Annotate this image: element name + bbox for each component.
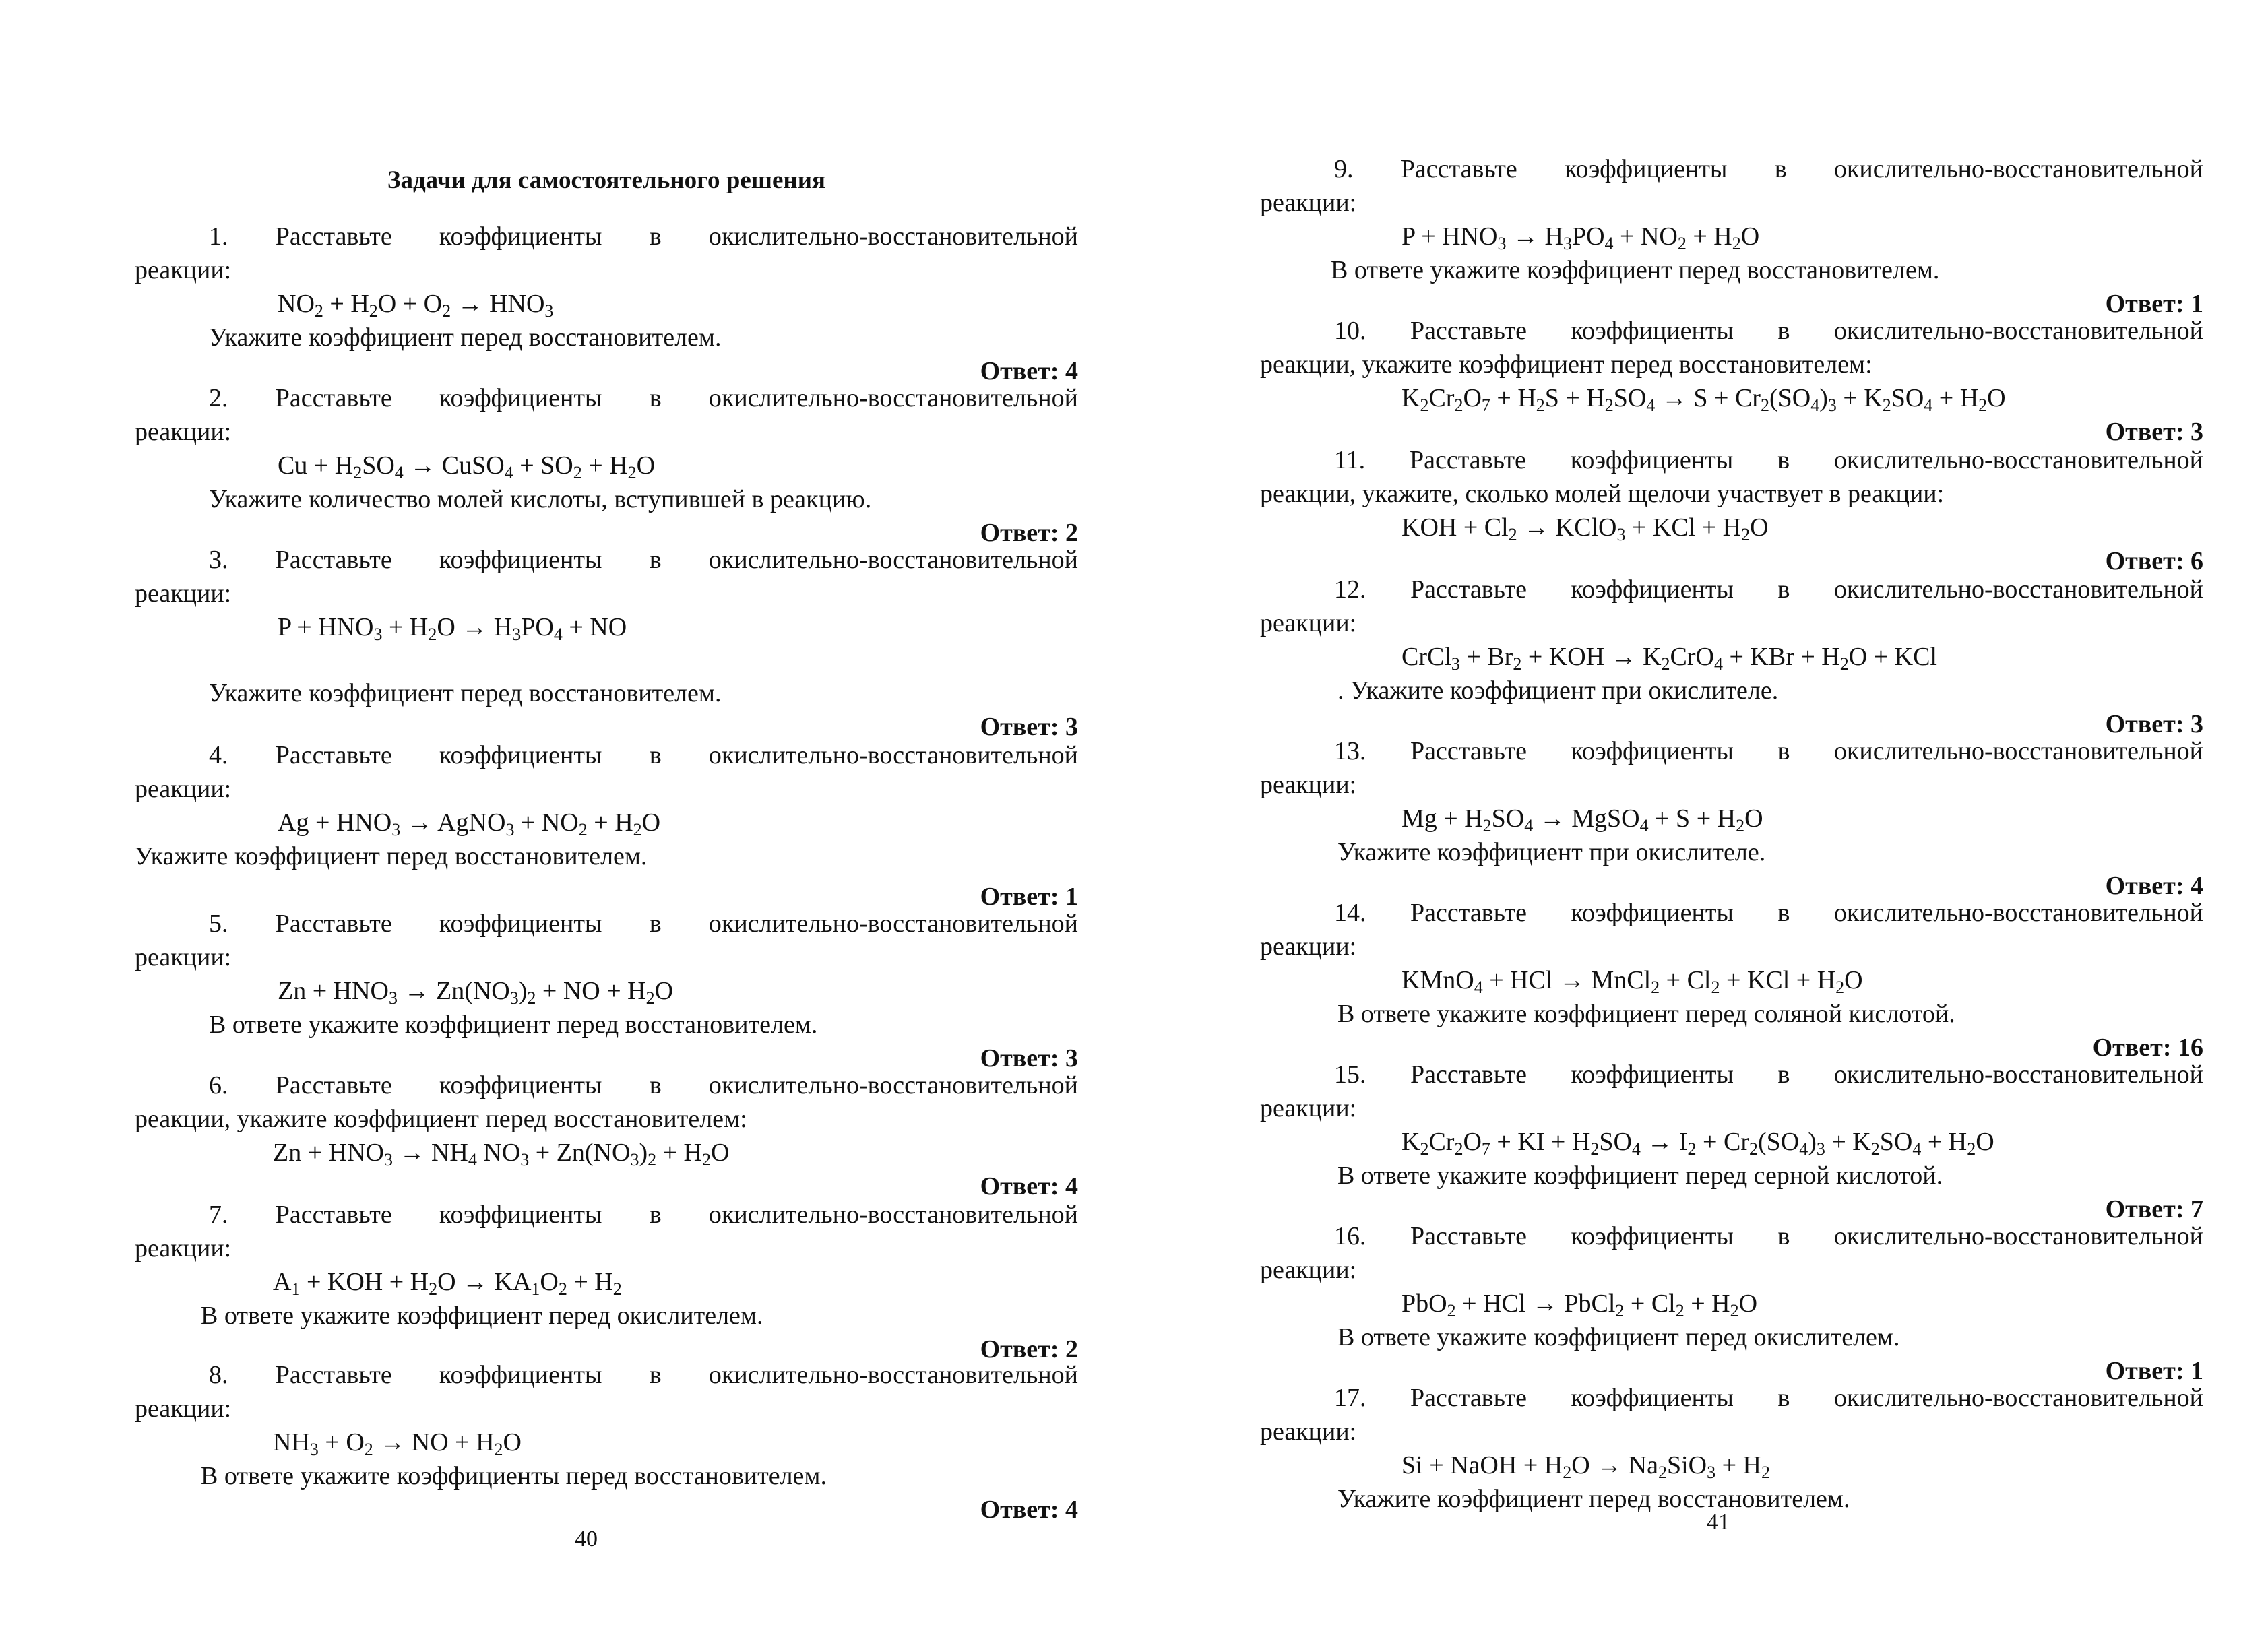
page-number: 40 bbox=[575, 1527, 598, 1552]
problem-14 bbox=[1260, 896, 2203, 1064]
answer-label: Ответ: 6 bbox=[2105, 547, 2203, 575]
problem-7 bbox=[135, 1198, 1078, 1366]
answer-label: Ответ: 4 bbox=[980, 1172, 1078, 1201]
problem-prompt-continuation: реакции: bbox=[135, 1234, 232, 1262]
problem-prompt-continuation: реакции: bbox=[135, 1395, 232, 1423]
answer-label: Ответ: 4 bbox=[980, 1496, 1078, 1524]
problem-prompt: 3. Расставьте коэффициенты в окислительно-восстановительной bbox=[209, 546, 1078, 574]
problem-prompt-continuation: реакции: bbox=[135, 775, 232, 803]
problem-prompt: 11. Расставьте коэффициенты в окислительно-восстановительной bbox=[1334, 446, 2203, 474]
chemical-equation: $Mg + H_2SO_4$ → MgSO$_4$ + $S + H_2O$ bbox=[1401, 804, 1763, 835]
problem-8 bbox=[135, 1358, 1078, 1527]
problem-prompt: 8. Расставьте коэффициенты в окислительно-восстановительной bbox=[209, 1361, 1078, 1389]
problem-13 bbox=[1260, 734, 2203, 903]
problem-5 bbox=[135, 907, 1078, 1075]
chemical-equation: $Zn + HNO_3 \to NH_4$ $NO_3 + Zn(NO_3)_2 + H_2O$ bbox=[273, 1139, 730, 1170]
answer-label: Ответ: 7 bbox=[2105, 1195, 2203, 1223]
problem-16 bbox=[1260, 1219, 2203, 1388]
problem-prompt-continuation: реакции: bbox=[135, 256, 232, 284]
problem-prompt: 5. Расставьте коэффициенты в окислительно-восстановительной bbox=[209, 909, 1078, 938]
problem-prompt: 16. Расставьте коэффициенты в окислительно-восстановительной bbox=[1334, 1222, 2203, 1250]
problem-prompt-continuation: реакции, укажите, сколько молей щелочи участвует в реакции: bbox=[1260, 480, 1945, 508]
problem-11 bbox=[1260, 443, 2203, 578]
page-number: 41 bbox=[1707, 1510, 1730, 1535]
problem-9 bbox=[1260, 152, 2203, 321]
problem-12 bbox=[1260, 573, 2203, 741]
problem-prompt-continuation: реакции, укажите коэффициент перед восстановителем: bbox=[135, 1105, 747, 1133]
answer-label: Ответ: 1 bbox=[980, 883, 1078, 911]
answer-label: Ответ: 3 bbox=[2105, 418, 2203, 446]
problem-instruction: В ответе укажите коэффициент перед восстановителем. bbox=[209, 1011, 818, 1039]
problem-prompt-continuation: реакции: bbox=[1260, 189, 1357, 217]
problem-1 bbox=[135, 220, 1078, 388]
problem-10 bbox=[1260, 314, 2203, 449]
problem-6 bbox=[135, 1068, 1078, 1203]
chemical-equation: $Zn + HNO_3 \to Zn(NO_3)_2$ + NO + $H_2O$ bbox=[278, 977, 674, 1008]
problem-instruction: В ответе укажите коэффициент перед соляной кислотой. bbox=[1337, 1000, 1955, 1028]
chemical-equation: PbO$_2$ + HCl → PbCl$_2$ + $Cl_2 + H_2O$ bbox=[1401, 1289, 1758, 1320]
problem-2 bbox=[135, 381, 1078, 550]
problem-prompt: 4. Расставьте коэффициенты в окислительно-восстановительной bbox=[209, 741, 1078, 769]
answer-label: Ответ: 3 bbox=[980, 713, 1078, 741]
problem-3 bbox=[135, 543, 1078, 744]
problem-prompt-continuation: реакции: bbox=[135, 943, 232, 971]
answer-label: Ответ: 2 bbox=[980, 1335, 1078, 1364]
left-page bbox=[135, 0, 1092, 1631]
problem-prompt: 1. Расставьте коэффициенты в окислительно-восстановительной bbox=[209, 222, 1078, 251]
right-page bbox=[1260, 0, 2217, 1631]
problem-prompt-continuation: реакции: bbox=[135, 418, 232, 446]
answer-label: Ответ: 4 bbox=[2105, 872, 2203, 900]
problem-instruction: . Укажите коэффициент при окислителе. bbox=[1337, 676, 1779, 705]
problem-prompt: 7. Расставьте коэффициенты в окислительно-восстановительной bbox=[209, 1201, 1078, 1229]
problem-prompt: 9. Расставьте коэффициенты в окислительно-восстановительной bbox=[1334, 155, 2203, 183]
problem-prompt-continuation: реакции: bbox=[135, 579, 232, 608]
problem-instruction: Укажите коэффициент при окислителе. bbox=[1337, 838, 1766, 866]
answer-label: Ответ: 3 bbox=[2105, 710, 2203, 738]
problem-prompt-continuation: реакции, укажите коэффициент перед восстановителем: bbox=[1260, 350, 1872, 379]
chemical-equation: $NH_3 + O_2$ → NO + $H_2O$ bbox=[273, 1428, 522, 1459]
problem-prompt-continuation: реакции: bbox=[1260, 609, 1357, 637]
chemical-equation: $K_2Cr_2O_7$ + KI + $H_2SO_4 \to I_2 + Cr_2(SO_4)_3 + K_2SO_4 + H_2O$ bbox=[1401, 1128, 1994, 1159]
problem-prompt-continuation: реакции: bbox=[1260, 771, 1357, 799]
chemical-equation: $P + HNO_3 \to H_3PO_4 + NO_2 + H_2O$ bbox=[1401, 222, 1760, 253]
answer-label: Ответ: 1 bbox=[2105, 1357, 2203, 1385]
problem-instruction: Укажите коэффициент перед восстановителем. bbox=[209, 679, 722, 707]
chemical-equation: $K_2Cr_2O_7 + H_2S + H_2SO_4 \to S + Cr_2(SO_4)_3 + K_2SO_4 + H_2O$ bbox=[1401, 384, 2006, 415]
problem-prompt: 12. Расставьте коэффициенты в окислительно-восстановительной bbox=[1334, 575, 2203, 604]
problem-prompt: 17. Расставьте коэффициенты в окислительно-восстановительной bbox=[1334, 1384, 2203, 1412]
problem-prompt: 13. Расставьте коэффициенты в окислительно-восстановительной bbox=[1334, 737, 2203, 765]
problem-4 bbox=[135, 738, 1078, 914]
problem-prompt-continuation: реакции: bbox=[1260, 932, 1357, 961]
problem-instruction: В ответе укажите коэффициент перед окислителем. bbox=[201, 1302, 763, 1330]
problem-15 bbox=[1260, 1058, 2203, 1226]
problem-prompt: 6. Расставьте коэффициенты в окислительно-восстановительной bbox=[209, 1071, 1078, 1099]
problem-instruction: В ответе укажите коэффициент перед восстановителем. bbox=[1331, 256, 1940, 284]
problem-prompt: 14. Расставьте коэффициенты в окислительно-восстановительной bbox=[1334, 899, 2203, 927]
problem-instruction: Укажите количество молей кислоты, вступившей в реакцию. bbox=[209, 485, 872, 513]
chemical-equation: $NO_2 + H_2O + O_2 \to HNO_3$ bbox=[278, 290, 554, 321]
answer-label: Ответ: 4 bbox=[980, 357, 1078, 385]
problem-instruction: Укажите коэффициент перед восстановителем. bbox=[135, 842, 648, 870]
answer-label: Ответ: 2 bbox=[980, 519, 1078, 547]
problem-instruction: Укажите коэффициент перед восстановителем. bbox=[209, 323, 722, 352]
chemical-equation: KOH + $Cl_2$ → KClO$_3$ + KCl + $H_2O$ bbox=[1401, 513, 1769, 544]
problem-instruction: В ответе укажите коэффициент перед окислителем. bbox=[1337, 1323, 1900, 1351]
chemical-equation: $Cu + H_2SO_4$ → CuSO$_4$ + $SO_2 + H_2O$ bbox=[278, 451, 656, 482]
answer-label: Ответ: 3 bbox=[980, 1044, 1078, 1073]
problem-17 bbox=[1260, 1381, 2203, 1516]
problem-instruction: В ответе укажите коэффициенты перед восстановителем. bbox=[201, 1462, 827, 1490]
problem-instruction: Укажите коэффициент перед восстановителем. bbox=[1337, 1485, 1850, 1513]
problem-prompt-continuation: реакции: bbox=[1260, 1094, 1357, 1122]
chemical-equation: $P + HNO_3 + H_2O \to H_3PO_4$ + NO bbox=[278, 613, 627, 644]
answer-label: Ответ: 1 bbox=[2105, 290, 2203, 318]
problem-instruction: В ответе укажите коэффициент перед серной кислотой. bbox=[1337, 1161, 1943, 1190]
page-heading: Задачи для самостоятельного решения bbox=[387, 166, 826, 194]
problem-prompt: 15. Расставьте коэффициенты в окислительно-восстановительной bbox=[1334, 1060, 2203, 1089]
chemical-equation: $A_1$ + KOH + $H_2O \to KA_1O_2 + H_2$ bbox=[273, 1268, 622, 1299]
problem-prompt-continuation: реакции: bbox=[1260, 1256, 1357, 1284]
answer-label: Ответ: 16 bbox=[2092, 1033, 2203, 1062]
problem-prompt-continuation: реакции: bbox=[1260, 1417, 1357, 1446]
problem-prompt: 10. Расставьте коэффициенты в окислительно-восстановительной bbox=[1334, 317, 2203, 345]
chemical-equation: $Ag + HNO_3$ → AgNO$_3$ + $NO_2 + H_2O$ bbox=[278, 808, 661, 839]
problem-prompt: 2. Расставьте коэффициенты в окислительно-восстановительной bbox=[209, 384, 1078, 412]
chemical-equation: CrCl$_3$ + $Br_2$ + KOH → $K_2CrO_4$ + KBr + $H_2O$ + KCl bbox=[1401, 643, 1937, 674]
chemical-equation: KMnO$_4$ + HCl → MnCl$_2$ + $Cl_2$ + KCl + $H_2O$ bbox=[1401, 966, 1863, 997]
chemical-equation: Si + NaOH + $H_2O \to Na_2SiO_3 + H_2$ bbox=[1401, 1451, 1770, 1482]
